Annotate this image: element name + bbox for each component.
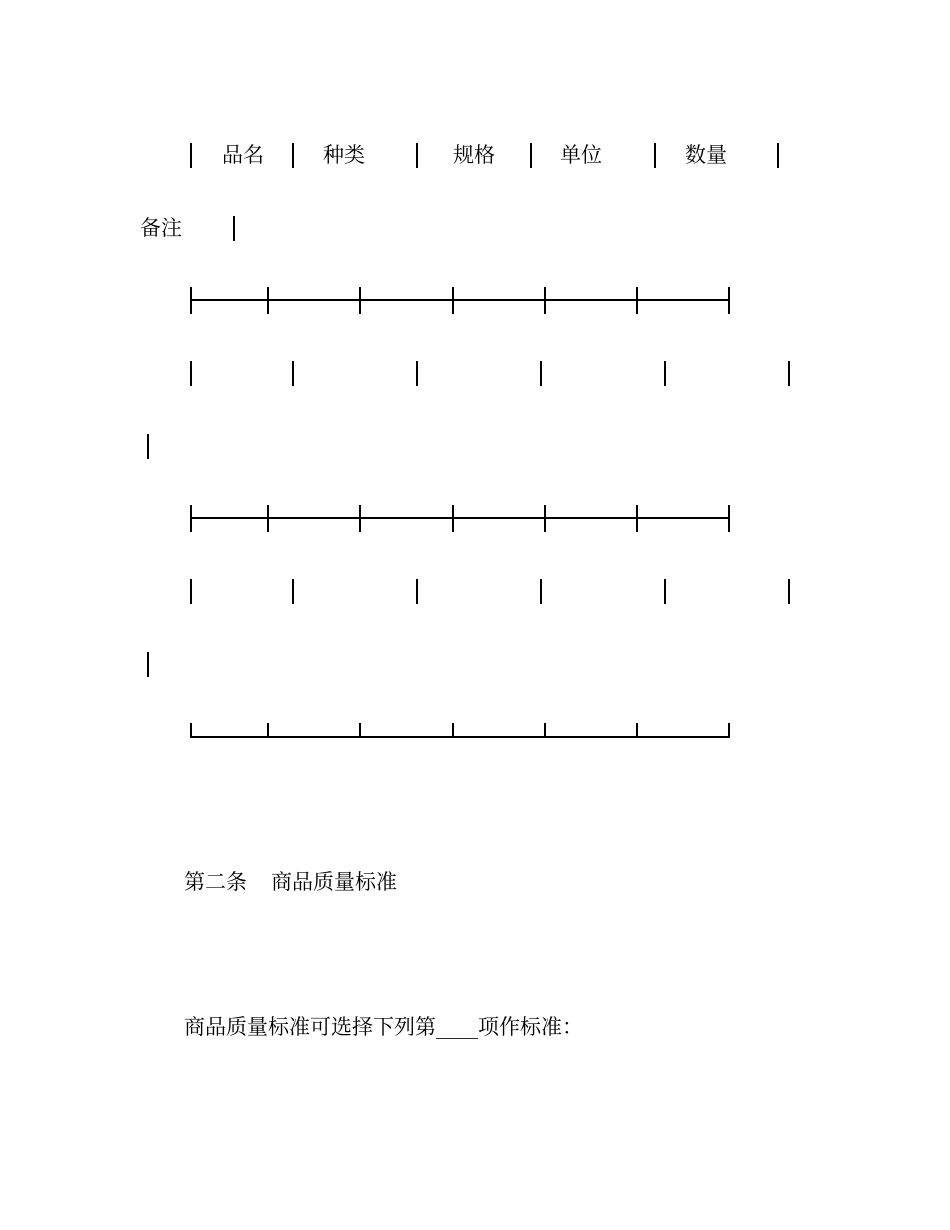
table-separator <box>788 361 790 386</box>
table-separator <box>416 143 418 168</box>
table-separator <box>147 434 149 459</box>
table-separator <box>292 143 294 168</box>
table-rule-top <box>191 288 729 313</box>
table-separator <box>292 579 294 604</box>
table-separator <box>540 361 542 386</box>
table-rule-middle <box>191 506 729 531</box>
article-body: 商品质量标准可选择下列第____项作标准： <box>184 1015 583 1039</box>
article-number: 第二条 <box>184 870 247 894</box>
table-header-name: 品名 <box>222 143 264 167</box>
table-header-remark: 备注 <box>140 216 182 240</box>
table-separator <box>190 361 192 386</box>
table-separator <box>233 216 235 241</box>
table-rule-bottom <box>191 724 729 737</box>
article-title: 商品质量标准 <box>271 870 397 894</box>
table-header-specification: 规格 <box>453 143 495 167</box>
table-separator <box>664 579 666 604</box>
table-separator <box>664 361 666 386</box>
table-separator <box>540 579 542 604</box>
table-separator <box>788 579 790 604</box>
table-separator <box>190 143 192 168</box>
table-header-unit: 单位 <box>560 143 602 167</box>
table-separator <box>654 143 656 168</box>
table-separator <box>777 143 779 168</box>
table-separator <box>292 361 294 386</box>
table-separator <box>530 143 532 168</box>
table-separator <box>416 361 418 386</box>
article-heading <box>184 870 397 894</box>
table-separator <box>147 652 149 677</box>
table-header-quantity: 数量 <box>685 143 727 167</box>
table-separator <box>416 579 418 604</box>
table-header-category: 种类 <box>323 143 365 167</box>
table-separator <box>190 579 192 604</box>
